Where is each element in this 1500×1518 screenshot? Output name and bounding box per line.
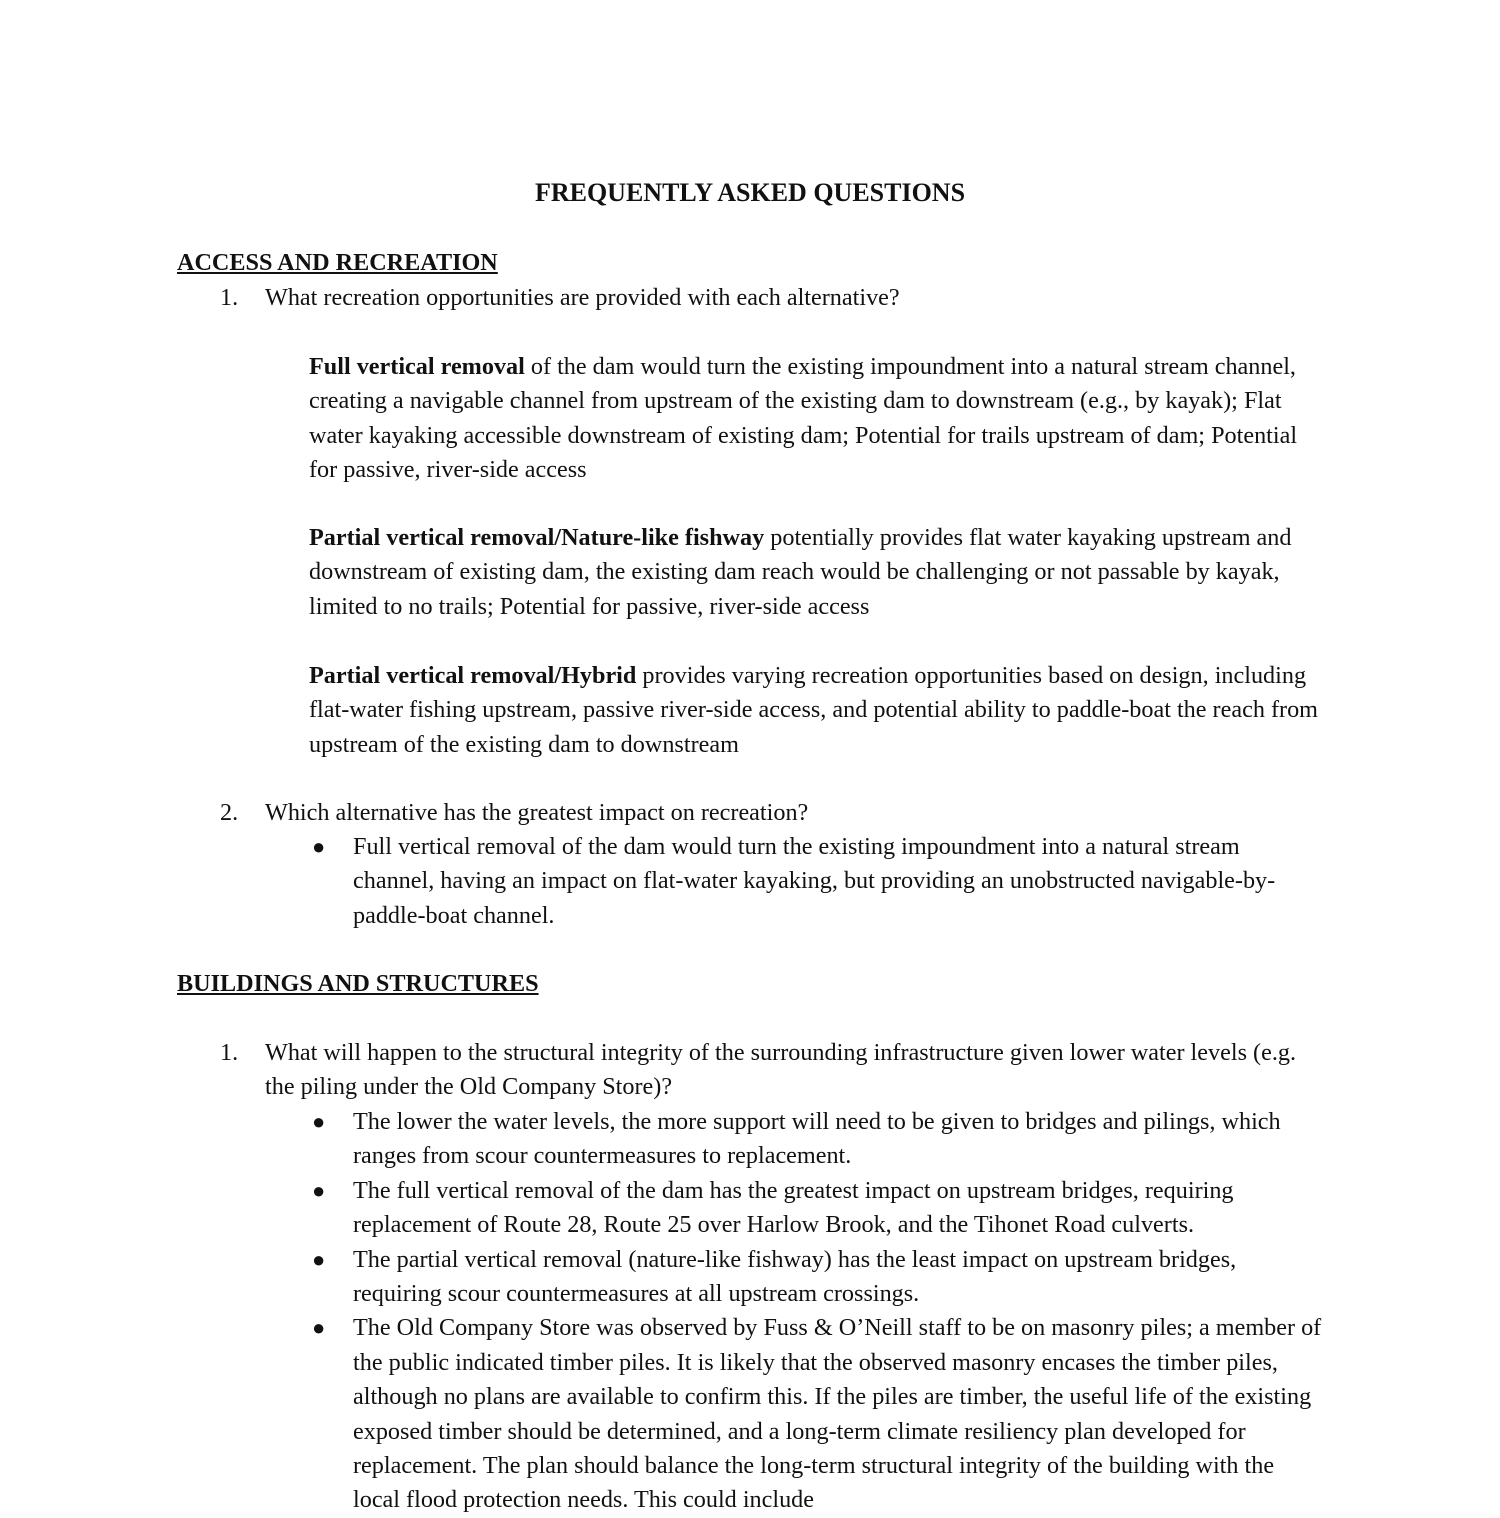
answer-paragraph: [309, 521, 1329, 624]
question-number: 1.: [220, 284, 239, 311]
question-number: 1.: [220, 1039, 239, 1066]
bullet-text: The partial vertical removal (nature-like fishway) has the least impact on upstream bridges, requiring scour countermeasures at all upstream crossings.: [353, 1245, 1237, 1308]
answer-paragraph: [309, 659, 1329, 762]
bullet-icon: ●: [312, 1246, 326, 1272]
bullet-icon: ●: [312, 834, 326, 859]
bullet-text: The full vertical removal of the dam has the greatest impact on upstream bridges, requiring replacement of Route 28, Route 25 over Harlow Brook, and the Tihonet Road culverts.: [353, 1176, 1234, 1239]
bullet-text: The Old Company Store was observed by Fuss & O’Neill staff to be on masonry piles; a member of the public indicated timber piles. It is likely that the observed masonry encases the timber piles, although no plans are available to confirm this. If the piles are timber, the useful life of the existing exposed timber should be determined, and a long-term climate resiliency plan developed for replacement. The plan should balance the long-term structural integrity of the building with the local flood protection needs. This could include: [353, 1314, 1322, 1514]
answer-paragraph-body: of the dam would turn the existing impoundment into a natural stream channel, creating a navigable channel from upstream of the existing dam to downstream (e.g., by kayak); Flat water kayaking accessible downstream of existing dam; Potential for trails upstream of dam; Potential for passive, river-side access: [309, 353, 1298, 484]
list-item: [309, 1311, 1324, 1517]
question-text: Which alternative has the greatest impact on recreation?: [265, 799, 809, 826]
answer-paragraph-lead: Partial vertical removal/Hybrid: [309, 662, 637, 689]
answer-bullet-list: [309, 830, 1324, 933]
answer-paragraph-lead: Full vertical removal: [309, 353, 525, 380]
answer-paragraph-body: provides varying recreation opportunities based on design, including flat-water fishing upstream, passive river-side access, and potential ability to paddle-boat the reach from upstream of the existing dam to downstream: [309, 662, 1318, 758]
bullet-icon: ●: [312, 1177, 326, 1203]
question-item: [220, 796, 1330, 830]
question-item: [220, 1036, 1330, 1105]
page-title: FREQUENTLY ASKED QUESTIONS: [534, 178, 966, 207]
list-item: [309, 1174, 1324, 1243]
question-item: [220, 281, 1330, 315]
answer-paragraph: [309, 350, 1329, 488]
question-number: 2.: [220, 799, 239, 826]
question-text: What will happen to the structural integrity of the surrounding infrastructure given lower water levels (e.g. the piling under the Old Company Store)?: [265, 1039, 1297, 1101]
bullet-text: Full vertical removal of the dam would turn the existing impoundment into a natural stream channel, having an impact on flat-water kayaking, but providing an unobstructed navigable-by-paddle-boat channel.: [353, 833, 1276, 929]
answer-paragraph-lead: Partial vertical removal/Nature-like fishway: [309, 524, 765, 551]
section-heading-access-recreation: ACCESS AND RECREATION: [177, 249, 498, 276]
question-text: What recreation opportunities are provided with each alternative?: [265, 284, 900, 311]
list-item: [309, 1243, 1324, 1312]
bullet-icon: ●: [312, 1315, 326, 1341]
answer-bullet-list: [309, 1105, 1324, 1518]
bullet-text: The lower the water levels, the more support will need to be given to bridges and pilings, which ranges from scour countermeasures to replacement.: [353, 1108, 1281, 1170]
list-item: [309, 830, 1324, 933]
answer-paragraph-body: potentially provides flat water kayaking upstream and downstream of existing dam, the existing dam reach would be challenging or not passable by kayak, limited to no trails; Potential for passive, river-side access: [309, 524, 1292, 620]
list-item: [309, 1105, 1324, 1174]
section-heading-buildings-structures: BUILDINGS AND STRUCTURES: [177, 970, 539, 997]
bullet-icon: ●: [312, 1109, 326, 1134]
